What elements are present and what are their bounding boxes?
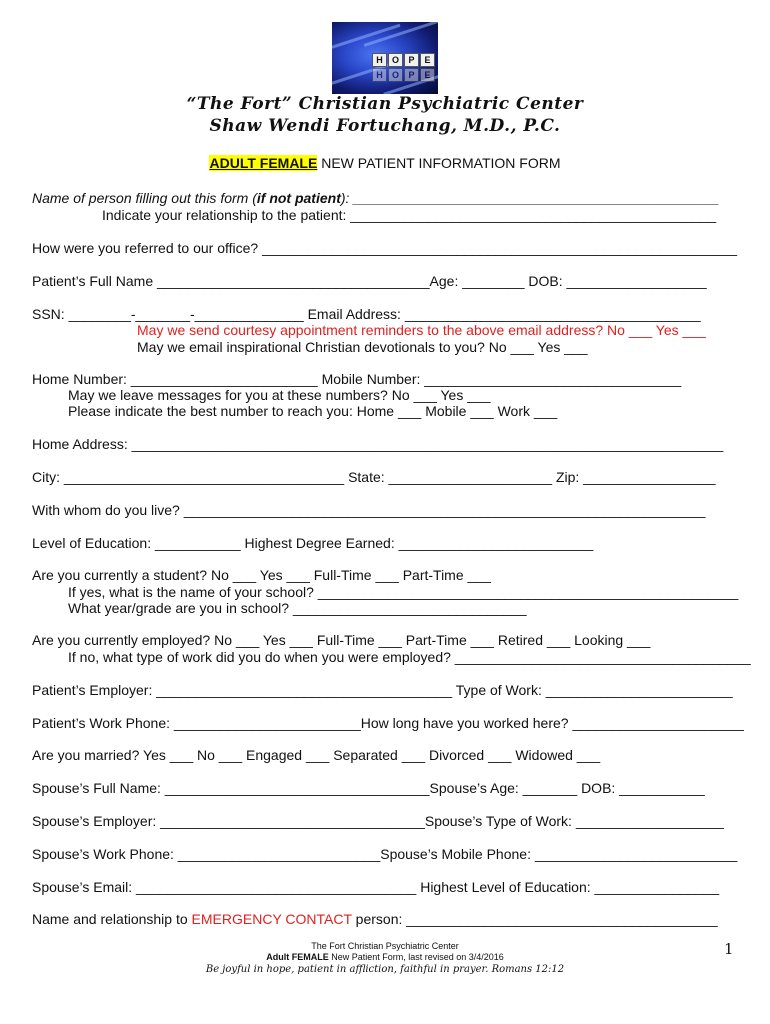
- footer-verse: Be joyful in hope, patient in affliction, faithful in prayer. Romans 12:12: [205, 964, 565, 975]
- spouse-phones-field[interactable]: Spouse’s Work Phone: __________________________Spouse’s Mobile Phone: __________________________: [32, 846, 738, 862]
- spouse-employer-field[interactable]: Spouse’s Employer: __________________________________Spouse’s Type of Work: ___________________: [32, 813, 724, 829]
- logo-tile: H: [372, 68, 387, 82]
- logo-tile: P: [404, 53, 419, 67]
- emergency-emphasis: EMERGENCY CONTACT: [191, 911, 352, 927]
- hope-reflection: [372, 68, 435, 82]
- email-reminders-question[interactable]: May we send courtesy appointment reminders to the above email address? No ___ Yes ___: [137, 322, 706, 338]
- person-filling-blank: ): _______________________________________________: [340, 190, 720, 206]
- home-address-field[interactable]: Home Address: ____________________________________________________________________________: [32, 436, 724, 452]
- employed-question[interactable]: Are you currently employed? No ___ Yes ___ Full-Time ___ Part-Time ___ Retired ___ Looking ___: [32, 632, 651, 648]
- emergency-blank: person: ________________________________________: [351, 911, 718, 927]
- city-state-zip-field[interactable]: City: ____________________________________ State: _____________________ Zip: _________________: [32, 469, 716, 485]
- logo-tile: P: [404, 68, 419, 82]
- home-mobile-field[interactable]: Home Number: ________________________ Mobile Number: _________________________________: [32, 371, 682, 387]
- school-name-field[interactable]: If yes, what is the name of your school? ______________________________________________________: [68, 584, 739, 600]
- page-number: 1: [724, 940, 734, 958]
- spouse-email-field[interactable]: Spouse’s Email: ____________________________________ Highest Level of Education: ________________: [32, 879, 720, 895]
- person-filling-emphasis: if not patient: [256, 190, 341, 206]
- married-question[interactable]: Are you married? Yes ___ No ___ Engaged ___ Separated ___ Divorced ___ Widowed ___: [32, 747, 601, 763]
- footer-revision-text: New Patient Form, last revised on 3/4/2016: [328, 952, 504, 962]
- live-with-field[interactable]: With whom do you live? ___________________________________________________________________: [32, 502, 706, 518]
- email-devotionals-question[interactable]: May we email inspirational Christian devotionals to you? No ___ Yes ___: [137, 339, 588, 355]
- form-title-rest: NEW PATIENT INFORMATION FORM: [317, 155, 561, 171]
- previous-work-field[interactable]: If no, what type of work did you do when you were employed? ______________________________________: [68, 649, 751, 665]
- footer-form-type: Adult FEMALE: [266, 952, 329, 962]
- student-question[interactable]: Are you currently a student? No ___ Yes ___ Full-Time ___ Part-Time ___: [32, 567, 491, 583]
- form-title-highlight: ADULT FEMALE: [209, 155, 318, 171]
- logo-tile: E: [420, 68, 435, 82]
- spouse-name-field[interactable]: Spouse’s Full Name: __________________________________Spouse’s Age: _______ DOB: ___________: [32, 780, 705, 796]
- person-filling-field[interactable]: [32, 190, 719, 206]
- logo-tile: H: [372, 53, 387, 67]
- logo-tile: E: [420, 53, 435, 67]
- form-title: [0, 155, 770, 171]
- center-name: “The Fort” Christian Psychiatric Center: [186, 94, 584, 114]
- hope-logo: [332, 22, 438, 94]
- emergency-label: Name and relationship to: [32, 911, 192, 927]
- best-number-question[interactable]: Please indicate the best number to reach you: Home ___ Mobile ___ Work ___: [68, 403, 558, 419]
- full-name-field[interactable]: Patient’s Full Name ___________________________________Age: ________ DOB: __________________: [32, 273, 707, 289]
- hope-tiles: [372, 53, 435, 67]
- relationship-field[interactable]: Indicate your relationship to the patient: _______________________________________________: [102, 207, 717, 223]
- logo-tile: O: [388, 68, 403, 82]
- emergency-contact-field[interactable]: [32, 911, 718, 927]
- ssn-email-field[interactable]: SSN: ________-_______-______________ Email Address: ______________________________________: [32, 306, 701, 322]
- doctor-name: Shaw Wendi Fortuchang, M.D., P.C.: [209, 116, 561, 136]
- education-field[interactable]: Level of Education: ___________ Highest Degree Earned: _________________________: [32, 535, 594, 551]
- leave-messages-question[interactable]: May we leave messages for you at these numbers? No ___ Yes ___: [68, 387, 491, 403]
- logo-tile: O: [388, 53, 403, 67]
- employer-field[interactable]: Patient’s Employer: ______________________________________ Type of Work: ________________________: [32, 682, 733, 698]
- footer-center-name: The Fort Christian Psychiatric Center: [311, 941, 459, 951]
- referred-field[interactable]: How were you referred to our office? _____________________________________________________________: [32, 240, 738, 256]
- footer-revision: [0, 952, 770, 962]
- work-phone-field[interactable]: Patient’s Work Phone: ________________________How long have you worked here? ______________________: [32, 715, 744, 731]
- school-grade-field[interactable]: What year/grade are you in school? ______________________________: [68, 600, 527, 616]
- person-filling-label: Name of person filling out this form (: [32, 190, 257, 206]
